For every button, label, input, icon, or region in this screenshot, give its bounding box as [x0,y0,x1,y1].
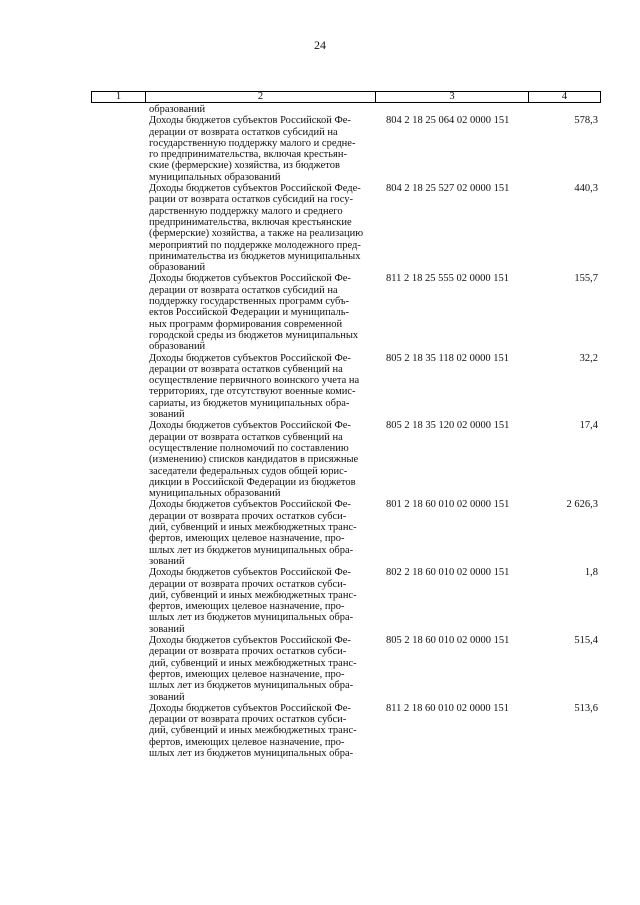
row-code: 804 2 18 25 527 02 0000 151 [386,183,510,195]
row-description: Доходы бюджетов субъектов Российской Фе- дерации от возврата прочих остатков субси- дий, субвенций и иных межбюджетных транс- фертов, имеющих целевое назначение, про- шлых лет из бюджетов муниципальных обра- зований [149,499,357,567]
table-row [0,703,640,760]
header-col-2: 2 [146,92,376,102]
table-row [0,273,640,352]
table-row [0,567,640,635]
table-row [0,635,640,703]
row-amount: 1,8 [584,567,598,579]
row-description: Доходы бюджетов субъектов Российской Фе- дерации от возврата остатков субвенций на осуществление полномочий по составлению (изменению) списков кандидатов в присяжные заседатели федеральных судов общей юрис- дикции в Российской Федерации из бюджетов муниципальных образований [149,420,359,500]
row-description: Доходы бюджетов субъектов Российской Фе- дерации от возврата прочих остатков субси- дий, субвенций и иных межбюджетных транс- фертов, имеющих целевое назначение, про- шлых лет из бюджетов муниципальных обра- [149,702,357,760]
row-description: Доходы бюджетов субъектов Российской Фе- дерации от возврата остатков субсидий на поддержку государственных программ субъ- ектов Российской Федерации и муниципаль- ных программ формирования современной городской среды из бюджетов муниципальных образований [149,273,359,353]
table-row [0,115,640,183]
row-amount: 17,4 [579,420,598,432]
continuation-row [0,104,640,115]
row-amount: 578,3 [574,115,598,127]
row-description: Доходы бюджетов субъектов Российской Феде- рации от возврата остатков субсидий на госу- дарственную поддержку малого и среднего предпринимательства, включая крестьянские (фермерские) хозяйства, а также на реализацию мероприятий по поддержке молодежного пред- принимательства из бюджетов муниципальных образований [149,183,364,274]
row-amount: 155,7 [574,273,598,285]
row-description: Доходы бюджетов субъектов Российской Фе- дерации от возврата остатков субвенций на осуществление первичного воинского учета на территориях, где отсутствуют военные комис- сариаты, из бюджетов муниципальных обра- зований [149,352,360,421]
header-col-4: 4 [561,91,568,102]
table-row [0,183,640,273]
header-col-3: 3 [376,92,529,102]
row-amount: 513,6 [574,702,598,714]
row-code: 802 2 18 60 010 02 0000 151 [386,567,510,579]
row-code: 805 2 18 35 118 02 0000 151 [386,352,509,364]
row-description: Доходы бюджетов субъектов Российской Фе- дерации от возврата прочих остатков субси- дий, субвенций и иных межбюджетных транс- фертов, имеющих целевое назначение, про- шлых лет из бюджетов муниципальных обра- зований [149,567,357,635]
row-code: 811 2 18 25 555 02 0000 151 [386,273,509,285]
row-amount: 32,2 [579,352,598,364]
table-row [0,353,640,421]
row-amount: 440,3 [574,183,598,195]
row-code: 811 2 18 60 010 02 0000 151 [386,702,509,714]
row-code: 805 2 18 60 010 02 0000 151 [386,635,510,647]
row-code: 804 2 18 25 064 02 0000 151 [386,115,510,127]
table-row [0,499,640,567]
page-number: 24 [314,38,326,52]
header-col-1: 1 [92,92,146,102]
table-header [91,91,601,103]
row-amount: 515,4 [574,635,598,647]
table-row [0,420,640,499]
row-code: 805 2 18 35 120 02 0000 151 [386,420,510,432]
row-description: Доходы бюджетов субъектов Российской Фе- дерации от возврата остатков субсидий на государственную поддержку малого и средне- го предпринимательства, включая крестьян- ские (фермерские) хозяйства, из бюджетов муниципальных образований [149,115,356,183]
table-body [0,104,640,759]
row-description: Доходы бюджетов субъектов Российской Фе- дерации от возврата прочих остатков субси- дий, субвенций и иных межбюджетных транс- фертов, имеющих целевое назначение, про- шлых лет из бюджетов муниципальных обра- зований [149,635,357,703]
row-amount: 2 626,3 [566,499,598,511]
continuation-text: образований [149,104,206,115]
row-code: 801 2 18 60 010 02 0000 151 [386,499,510,511]
